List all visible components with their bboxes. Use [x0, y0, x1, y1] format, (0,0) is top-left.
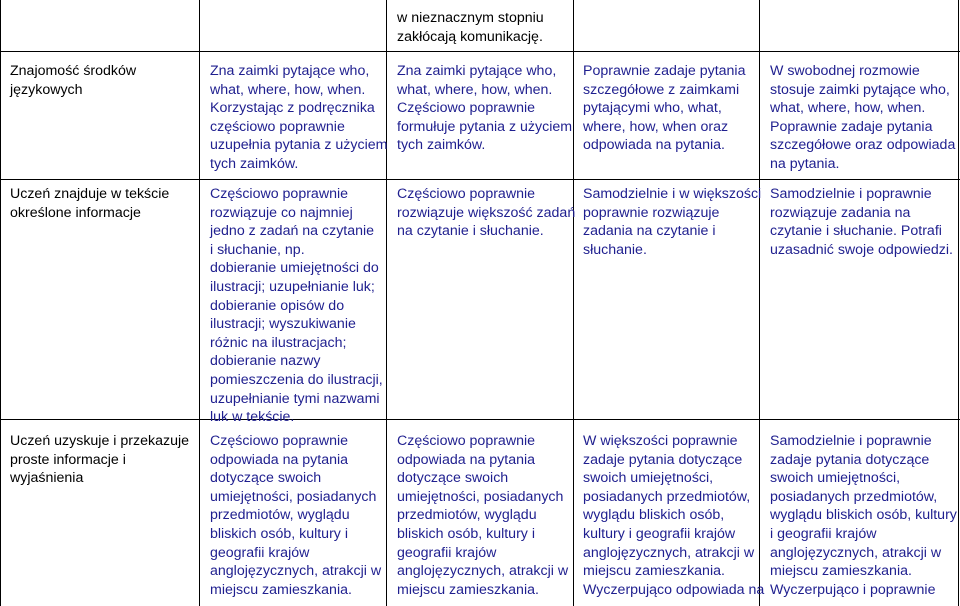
grade-line: zadania na czytanie i [583, 223, 716, 240]
grade-line: dobieranie nazwy [210, 353, 321, 370]
grade-line: Samodzielnie i w większości [583, 186, 762, 202]
grade-line: Poprawnie zadaje pytania [583, 63, 746, 79]
category-line: wyjaśnienia [10, 470, 84, 487]
grade-cell [210, 62, 387, 174]
grade-line: Wyczerpująco odpowiada na [583, 581, 765, 598]
grade-line: dobieranie umiejętności do [210, 260, 379, 277]
grade-cell [397, 185, 575, 241]
grade-line: przedmiotów, wyglądu [397, 507, 537, 524]
grade-line: wyglądu bliskich osób, kultury [770, 507, 957, 524]
grade-line: częściowo poprawnie [210, 118, 345, 135]
grade-line: miejscu zamieszkania. [770, 563, 912, 580]
grade-line: Korzystając z podręcznika [210, 100, 375, 117]
grade-line: anglojęzycznych, atrakcji w [770, 544, 942, 561]
grade-line: na pytania. [770, 155, 840, 172]
grade-cell [397, 432, 568, 599]
category-line: Uczeń uzyskuje i przekazuje [10, 433, 189, 449]
grade-line: geografii krajów [397, 544, 497, 561]
grade-line: na czytanie i słuchanie. [397, 223, 544, 240]
grade-line: formułuje pytania z użyciem [397, 118, 573, 135]
grade-line: szczegółowe oraz odpowiada [770, 137, 956, 154]
grade-cell [397, 62, 572, 155]
table-border-right [958, 0, 959, 606]
table-border-col3 [573, 0, 574, 606]
grade-line: umiejętności, posiadanych [397, 488, 564, 505]
grade-line: odpowiada na pytania [210, 451, 349, 468]
grade-line: kultury i geografii krajów [583, 525, 736, 542]
grade-line: miejscu zamieszkania. [397, 581, 539, 598]
table-border-left [0, 0, 1, 606]
grade-line: posiadanych przedmiotów, [583, 488, 751, 505]
grade-line: anglojęzycznych, atrakcji w [210, 563, 382, 580]
row-divider-1 [0, 51, 960, 52]
grade-line: bliskich osób, kultury i [210, 525, 348, 542]
grade-line: różnic na ilustracjach; [210, 334, 347, 351]
grade-line: what, where, how, when. [397, 81, 553, 98]
grade-line: rozwiązuje większość zadań [397, 204, 576, 221]
continuation-line: zakłócają komunikację. [397, 28, 543, 45]
grade-line: i geografii krajów [770, 525, 877, 542]
grade-cell [770, 185, 953, 259]
table-border-col1 [199, 0, 200, 606]
grade-cell [583, 185, 761, 259]
grade-cell [770, 62, 955, 174]
grade-line: stosuje zaimki pytające who, [770, 81, 950, 98]
grade-line: geografii krajów [210, 544, 310, 561]
grade-line: W swobodnej rozmowie [770, 63, 920, 79]
row-divider-2 [0, 179, 960, 180]
grade-line: Częściowo poprawnie [397, 100, 536, 117]
grade-line: odpowiada na pytania [397, 451, 536, 468]
grade-line: miejscu zamieszkania. [583, 563, 725, 580]
grade-line: ilustracji; wyszukiwanie [210, 316, 356, 333]
grade-line: what, where, how, when. [210, 81, 366, 98]
category-line: określone informacje [10, 204, 141, 221]
grade-line: bliskich osób, kultury i [397, 525, 535, 542]
grade-line: umiejętności, posiadanych [210, 488, 377, 505]
grade-line: Zna zaimki pytające who, [397, 63, 557, 79]
grade-cell [210, 432, 381, 599]
category-exchanging-information [10, 432, 189, 488]
grade-line: jedno z zadań na czytanie [210, 223, 375, 240]
grade-line: Częściowo poprawnie [210, 433, 349, 449]
grade-line: tych zaimków. [397, 137, 486, 154]
category-finding-information [10, 185, 169, 222]
grade-line: Wyczerpująco i poprawnie [770, 581, 936, 598]
grade-line: czytanie i słuchanie. Potrafi [770, 223, 942, 240]
grade-line: Częściowo poprawnie [397, 186, 536, 202]
category-line: Znajomość środków [10, 63, 137, 79]
grade-line: swoich umiejętności, [770, 470, 901, 487]
grade-line: szczegółowe z zaimkami [583, 81, 740, 98]
grade-line: anglojęzycznych, atrakcji w [583, 544, 755, 561]
grade-line: Zna zaimki pytające who, [210, 63, 370, 79]
category-line: językowych [10, 81, 83, 98]
grade-line: pomieszczenia do ilustracji, [210, 371, 383, 388]
grade-line: słuchanie. [583, 241, 647, 258]
grade-line: where, how, when oraz [583, 118, 729, 135]
grade-line: anglojęzycznych, atrakcji w [397, 563, 569, 580]
continuation-line: w nieznacznym stopniu [397, 10, 544, 26]
row-divider-3 [0, 419, 960, 420]
grade-cell [770, 432, 957, 599]
grade-line: Częściowo poprawnie [210, 186, 349, 202]
grade-line: uzupełnia pytania z użyciem [210, 137, 388, 154]
continuation-cell [397, 9, 544, 46]
grade-line: Samodzielnie i poprawnie [770, 433, 932, 449]
grade-line: uzasadnić swoje odpowiedzi. [770, 241, 953, 258]
category-language-means [10, 62, 136, 99]
grade-cell [583, 432, 764, 599]
grade-line: posiadanych przedmiotów, [770, 488, 938, 505]
grade-line: rozwiązuje zadania na [770, 204, 911, 221]
category-line: Uczeń znajduje w tekście [10, 186, 170, 202]
grade-line: dotyczące swoich [397, 470, 509, 487]
grade-line: dobieranie opisów do [210, 297, 345, 314]
grade-line: ilustracji; uzupełnianie luk; [210, 278, 375, 295]
category-line: proste informacje i [10, 451, 126, 468]
grade-line: tych zaimków. [210, 155, 299, 172]
grade-line: W większości poprawnie [583, 433, 738, 449]
grade-line: swoich umiejętności, [583, 470, 714, 487]
grade-line: Samodzielnie i poprawnie [770, 186, 932, 202]
grade-line: zadaje pytania dotyczące [770, 451, 930, 468]
grade-cell [210, 185, 383, 427]
grade-line: Poprawnie zadaje pytania [770, 118, 933, 135]
grade-line: dotyczące swoich [210, 470, 322, 487]
grade-line: poprawnie rozwiązuje [583, 204, 720, 221]
grade-line: rozwiązuje co najmniej [210, 204, 353, 221]
grade-line: odpowiada na pytania. [583, 137, 725, 154]
grade-line: miejscu zamieszkania. [210, 581, 352, 598]
grade-line: uzupełnianie tymi nazwami [210, 390, 380, 407]
grade-line: i słuchanie, np. [210, 241, 305, 258]
grade-line: what, where, how, when. [770, 100, 926, 117]
grade-cell [583, 62, 745, 155]
grade-line: luk w tekście. [210, 409, 295, 426]
grade-line: pytającymi who, what, [583, 100, 722, 117]
grade-line: zadaje pytania dotyczące [583, 451, 743, 468]
grade-line: Częściowo poprawnie [397, 433, 536, 449]
grade-line: przedmiotów, wyglądu [210, 507, 350, 524]
grade-line: wyglądu bliskich osób, [583, 507, 725, 524]
